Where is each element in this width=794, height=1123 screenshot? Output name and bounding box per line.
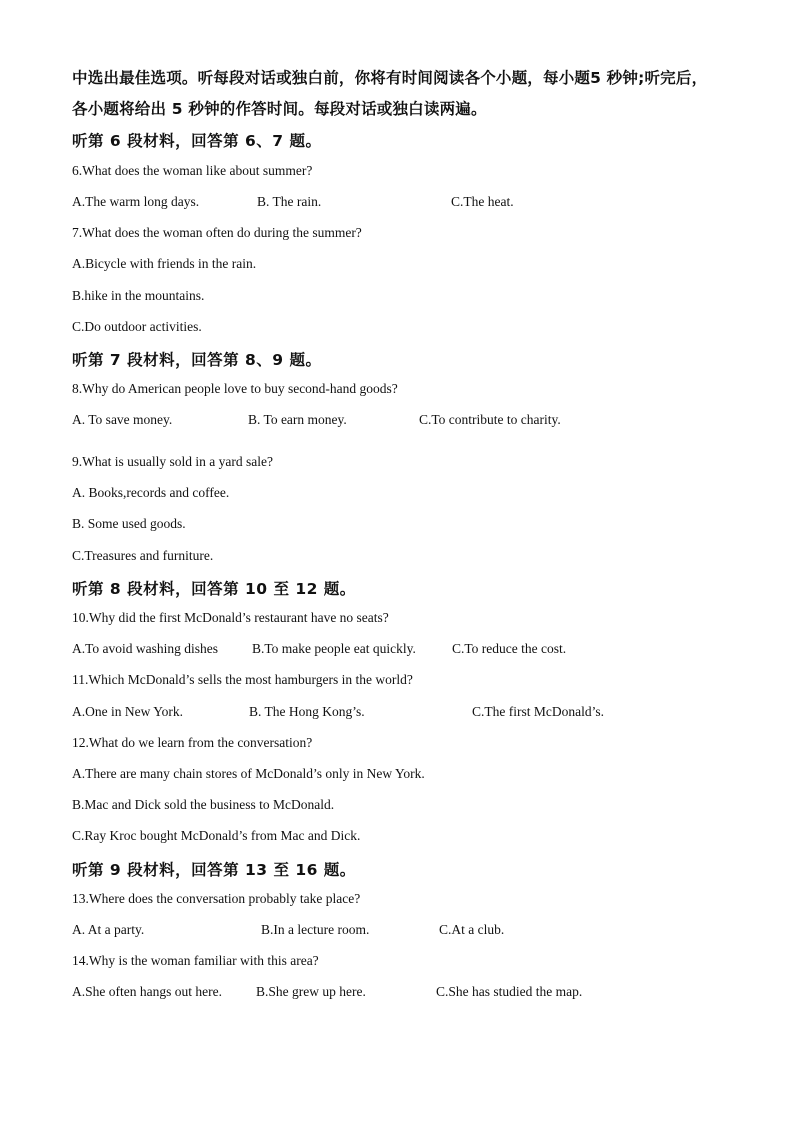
question-10-option-a[interactable]: A.To avoid washing dishes xyxy=(72,641,219,656)
section-heading-7: 听第 7 段材料，回答第 8、9 题。 xyxy=(72,351,322,369)
question-9-option-b[interactable]: B. Some used goods. xyxy=(72,516,186,531)
question-12-option-b[interactable]: B.Mac and Dick sold the business to McDonald. xyxy=(72,797,335,812)
question-13-option-b[interactable]: B.In a lecture room. xyxy=(261,922,370,937)
question-13-option-c[interactable]: C.At a club. xyxy=(439,922,505,937)
question-6-option-b[interactable]: B. The rain. xyxy=(257,194,322,209)
section-heading-8: 听第 8 段材料，回答第 10 至 12 题。 xyxy=(72,580,356,598)
question-12-option-a[interactable]: A.There are many chain stores of McDonald’s only in New York. xyxy=(72,766,425,781)
question-14: 14.Why is the woman familiar with this area? xyxy=(72,953,319,968)
question-14-option-c[interactable]: C.She has studied the map. xyxy=(436,984,583,999)
section-heading-9: 听第 9 段材料，回答第 13 至 16 题。 xyxy=(72,861,356,879)
question-9-option-a[interactable]: A. Books,records and coffee. xyxy=(72,485,230,500)
instructions-line-2: 各小题将给出 5 秒钟的作答时间。每段对话或独白读两遍。 xyxy=(72,100,487,118)
question-11: 11.Which McDonald’s sells the most hamburgers in the world? xyxy=(72,672,413,687)
instructions-line-1: 中选出最佳选项。听每段对话或独白前，你将有时间阅读各个小题，每小题5 秒钟;听完后， xyxy=(72,69,708,87)
question-11-option-b[interactable]: B. The Hong Kong’s. xyxy=(249,704,365,719)
question-12: 12.What do we learn from the conversation? xyxy=(72,735,313,750)
question-14-option-a[interactable]: A.She often hangs out here. xyxy=(72,984,222,999)
question-8: 8.Why do American people love to buy second-hand goods? xyxy=(72,381,398,396)
question-8-option-c[interactable]: C.To contribute to charity. xyxy=(419,412,561,427)
question-13-option-a[interactable]: A. At a party. xyxy=(72,922,145,937)
question-7: 7.What does the woman often do during the summer? xyxy=(72,225,362,240)
question-8-option-b[interactable]: B. To earn money. xyxy=(248,412,347,427)
question-6: 6.What does the woman like about summer? xyxy=(72,163,313,178)
question-7-option-a[interactable]: A.Bicycle with friends in the rain. xyxy=(72,256,257,271)
question-13: 13.Where does the conversation probably take place? xyxy=(72,891,361,906)
question-10: 10.Why did the first McDonald’s restaurant have no seats? xyxy=(72,610,389,625)
section-heading-6: 听第 6 段材料，回答第 6、7 题。 xyxy=(72,132,322,150)
question-11-option-c[interactable]: C.The first McDonald’s. xyxy=(472,704,604,719)
question-8-option-a[interactable]: A. To save money. xyxy=(72,412,173,427)
question-6-option-c[interactable]: C.The heat. xyxy=(451,194,514,209)
question-10-option-c[interactable]: C.To reduce the cost. xyxy=(452,641,567,656)
question-7-option-b[interactable]: B.hike in the mountains. xyxy=(72,288,205,303)
question-9: 9.What is usually sold in a yard sale? xyxy=(72,454,273,469)
question-12-option-c[interactable]: C.Ray Kroc bought McDonald’s from Mac and Dick. xyxy=(72,828,361,843)
question-14-option-b[interactable]: B.She grew up here. xyxy=(256,984,366,999)
question-11-option-a[interactable]: A.One in New York. xyxy=(72,704,183,719)
question-6-option-a[interactable]: A.The warm long days. xyxy=(72,194,200,209)
question-7-option-c[interactable]: C.Do outdoor activities. xyxy=(72,319,202,334)
question-9-option-c[interactable]: C.Treasures and furniture. xyxy=(72,548,214,563)
question-10-option-b[interactable]: B.To make people eat quickly. xyxy=(252,641,416,656)
